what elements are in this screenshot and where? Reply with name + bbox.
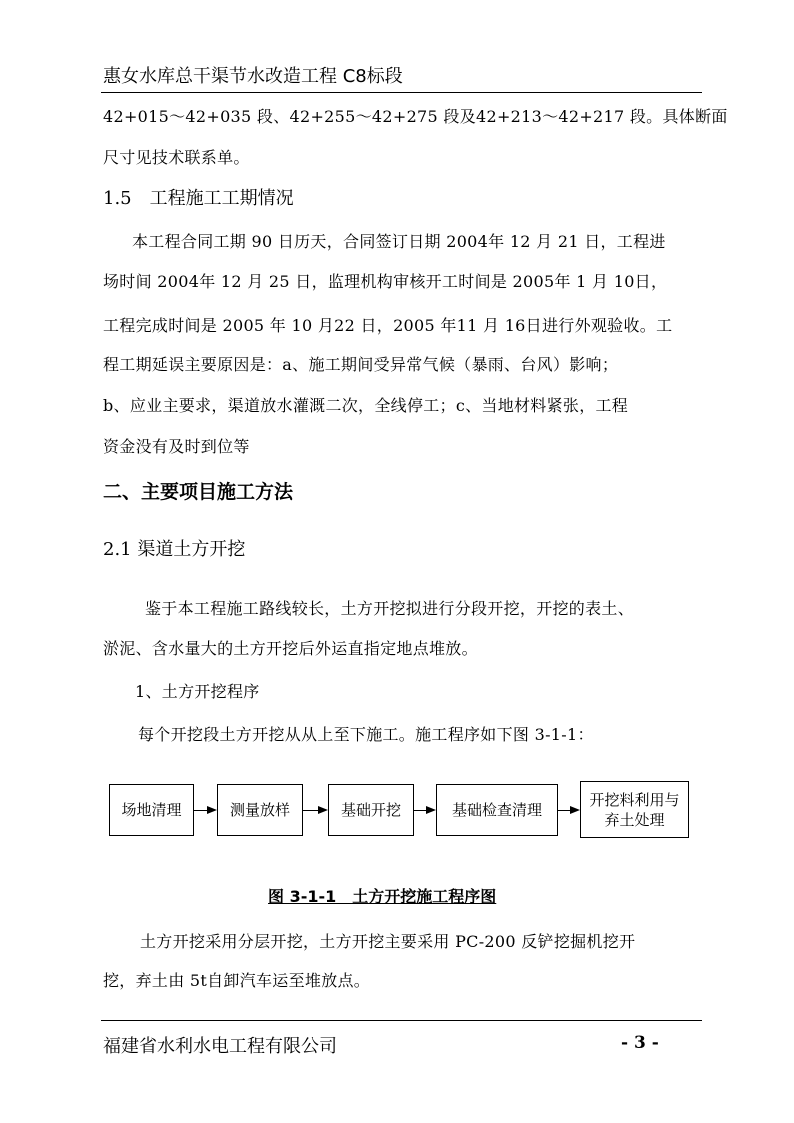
flow-box-label: 测量放样 [229,801,290,819]
body-line: 土方开挖采用分层开挖，土方开挖主要采用 PC-200 反铲挖掘机挖开 [140,932,636,951]
figure-caption: 图 3-1-1 土方开挖施工程序图 [268,887,497,906]
body-line: 尺寸见技术联系单。 [103,148,250,167]
section-heading: 二、主要项目施工方法 [103,481,294,503]
footer-company: 福建省水利水电工程有限公司 [103,1036,337,1057]
body-line: 本工程合同工期 90 日历天，合同签订日期 2004年 12 月 21 日，工程进 [132,232,666,251]
body-line: 场时间 2004年 12 月 25 日，监理机构审核开工时间是 2005年 1 月 10日， [103,272,668,291]
body-line: 工程完成时间是 2005 年 10 月22 日，2005 年11 月 16日进行外观验收。工 [103,316,673,335]
flow-box-foundation-excavation [328,784,414,836]
body-line: 42+015～42+035 段、42+255～42+275 段及42+213～42+217 段。具体断面 [103,107,728,126]
flow-box-label: 场地清理 [121,801,182,819]
flow-box-label: 基础检查清理 [451,801,542,819]
arrow-head-icon [207,806,217,814]
body-line: b、应业主要求，渠道放水灌溉二次，全线停工；c、当地材料紧张，工程 [103,396,629,415]
header-divider [101,92,702,93]
footer-divider [101,1020,702,1021]
body-line: 每个开挖段土方开挖从从上至下施工。施工程序如下图 3-1-1： [138,725,594,744]
subsection-heading: 1、土方开挖程序 [135,682,260,701]
body-line: 资金没有及时到位等 [103,437,250,456]
section-heading: 1.5 工程施工工期情况 [103,188,294,209]
section-heading: 2.1 渠道土方开挖 [103,539,246,560]
body-line: 程工期延误主要原因是：a、施工期间受异常气候（暴雨、台风）影响； [103,355,619,374]
flow-box-spoil-handling [580,781,689,838]
flow-box-foundation-inspection [436,784,558,836]
arrow-head-icon [426,806,436,814]
body-line: 淤泥、含水量大的土方开挖后外运直指定地点堆放。 [103,639,478,658]
arrow-head-icon [570,806,580,814]
flow-box-label-line2: 弃土处理 [604,810,665,829]
flow-box-survey-layout [217,784,303,836]
arrow-head-icon [318,806,328,814]
flow-box-site-clearing [109,784,194,836]
body-line: 鉴于本工程施工路线较长，土方开挖拟进行分段开挖，开挖的表土、 [145,599,635,618]
flow-box-label-line1: 开挖料利用与 [589,790,680,809]
body-line: 挖，弃土由 5t自卸汽车运至堆放点。 [103,971,371,990]
flow-box-label: 基础开挖 [340,801,401,819]
page-number: - 3 - [621,1033,659,1053]
header-title: 惠女水库总干渠节水改造工程 C8标段 [103,66,403,87]
